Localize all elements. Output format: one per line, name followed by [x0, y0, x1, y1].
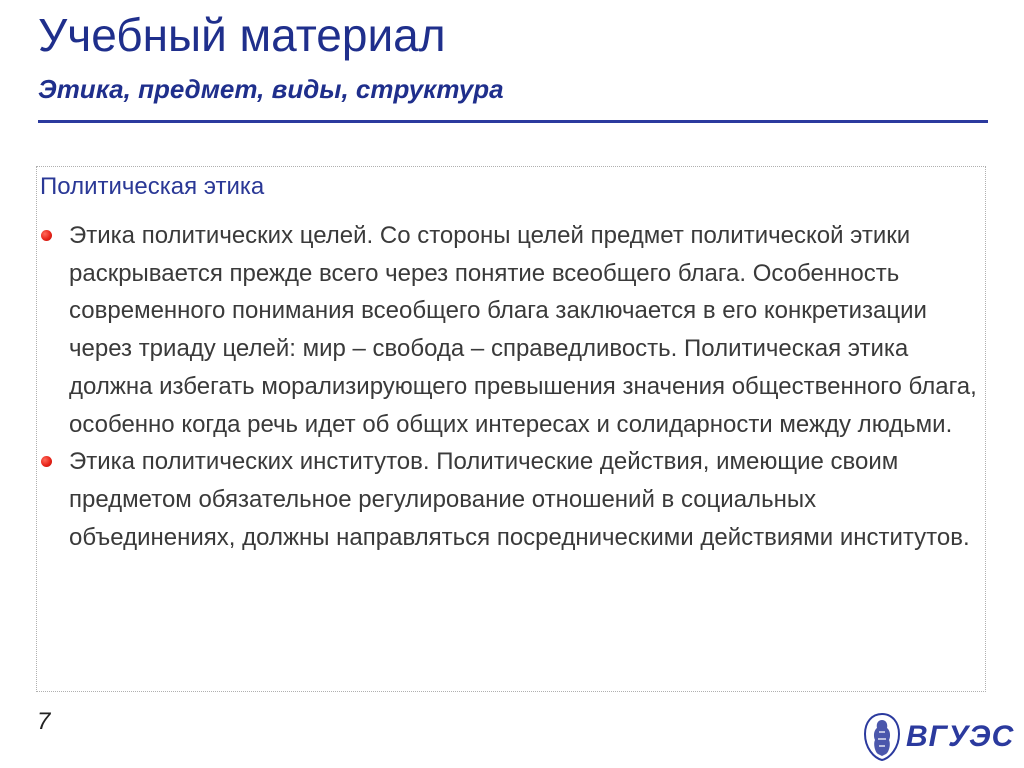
bullet-icon [41, 230, 52, 241]
bullet-icon [41, 456, 52, 467]
title-divider [38, 120, 988, 123]
university-emblem-icon [862, 712, 902, 762]
logo-text: ВГУЭС [906, 720, 1015, 753]
list-item [37, 217, 987, 443]
slide-subtitle: Этика, предмет, виды, структура [38, 74, 504, 104]
bullet-text: Этика политических институтов. Политические действия, имеющие своим предметом обязательное регулирование отношений в социальных объединениях, должны направляться посредническими действиями институтов. [69, 448, 970, 551]
content-box [36, 166, 986, 692]
page-number: 7 [37, 708, 51, 735]
list-item [37, 443, 987, 556]
bullet-list [37, 217, 987, 556]
section-heading: Политическая этика [40, 173, 265, 200]
slide-title: Учебный материал [38, 9, 446, 61]
bullet-text: Этика политических целей. Со стороны целей предмет политической этики раскрывается прежде всего через понятие всеобщего блага. Особенность современного понимания всеобщего блага заключается в его конкретизации через триаду целей: мир – свобода – справедливость. Политическая этика должна избегать морализирующего превышения значения общественного блага, особенно когда речь идет об общих интересах и солидарности между людьми. [69, 222, 977, 438]
